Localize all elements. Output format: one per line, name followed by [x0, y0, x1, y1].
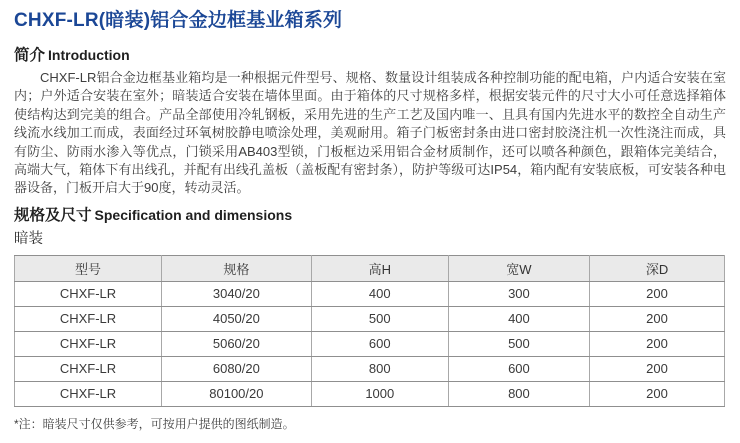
mounting-type-label: 暗装 — [14, 230, 43, 247]
cell-depth: 200 — [590, 281, 725, 306]
cell-spec: 3040/20 — [161, 281, 311, 306]
cell-height: 600 — [311, 331, 448, 356]
spec-heading-zh: 规格及尺寸 — [14, 206, 92, 224]
cell-model: CHXF-LR — [15, 306, 162, 331]
column-header-spec: 规格 — [161, 255, 311, 281]
footnote: *注：暗装尺寸仅供参考，可按用户提供的图纸制造。 — [14, 416, 295, 431]
intro-section-heading — [14, 47, 726, 64]
cell-width: 800 — [448, 381, 589, 406]
intro-paragraph: CHXF-LR铝合金边框基业箱均是一种根据元件型号、规格、数量设计组装成各种控制功能的配电箱，户内适合安装在室内；户外适合安装在室外；暗装适合安装在墙体里面。由于箱体的尺寸规格多样，根据安装元件的尺寸大小可任意选择箱体使结构达到完美的组合。产品全部使用冷轧钢板，采用先进的生产工艺及国内唯一、且具有国内先进水平的数控全自动生产线流水线加工而成，表面经过环氧树胶静电喷涂处理，美观耐用。箱子门板密封条由进口密封胶浇注机一次性浇注而成，具有防尘、防雨水渗入等优点，门锁采用AB403型锁，门板框边采用铝合金材质制作，还可以喷各种颜色，跟箱体完美结合，高端大气，箱体下有出线孔，并配有出线孔盖板（盖板配有密封条），防护等级可达IP54，箱内配有安装底板，可安装各种电器设备，门板开启大于90度，转动灵活。 — [14, 70, 726, 196]
cell-model: CHXF-LR — [15, 381, 162, 406]
cell-depth: 200 — [590, 306, 725, 331]
spec-table — [14, 255, 725, 407]
cell-height: 800 — [311, 356, 448, 381]
table-row — [15, 281, 725, 306]
column-header-depth: 深D — [590, 255, 725, 281]
table-row — [15, 331, 725, 356]
cell-height: 400 — [311, 281, 448, 306]
column-header-height: 高H — [311, 255, 448, 281]
cell-depth: 200 — [590, 331, 725, 356]
table-header-row — [15, 255, 725, 281]
cell-model: CHXF-LR — [15, 281, 162, 306]
spec-heading-en: Specification and dimensions — [94, 206, 293, 223]
cell-model: CHXF-LR — [15, 331, 162, 356]
cell-depth: 200 — [590, 356, 725, 381]
cell-width: 400 — [448, 306, 589, 331]
cell-spec: 6080/20 — [161, 356, 311, 381]
cell-width: 600 — [448, 356, 589, 381]
cell-model: CHXF-LR — [15, 356, 162, 381]
spec-section-heading — [14, 207, 726, 224]
cell-width: 500 — [448, 331, 589, 356]
table-row — [15, 306, 725, 331]
intro-heading-en: Introduction — [48, 47, 130, 63]
table-row — [15, 381, 725, 406]
cell-height: 500 — [311, 306, 448, 331]
intro-heading-zh: 简介 — [14, 47, 46, 64]
cell-depth: 200 — [590, 381, 725, 406]
cell-spec: 80100/20 — [161, 381, 311, 406]
cell-spec: 4050/20 — [161, 306, 311, 331]
column-header-width: 宽W — [448, 255, 589, 281]
column-header-model: 型号 — [15, 255, 162, 281]
cell-height: 1000 — [311, 381, 448, 406]
page-title: CHXF-LR(暗装)铝合金边框基业箱系列 — [14, 10, 343, 31]
cell-spec: 5060/20 — [161, 331, 311, 356]
table-row — [15, 356, 725, 381]
cell-width: 300 — [448, 281, 589, 306]
